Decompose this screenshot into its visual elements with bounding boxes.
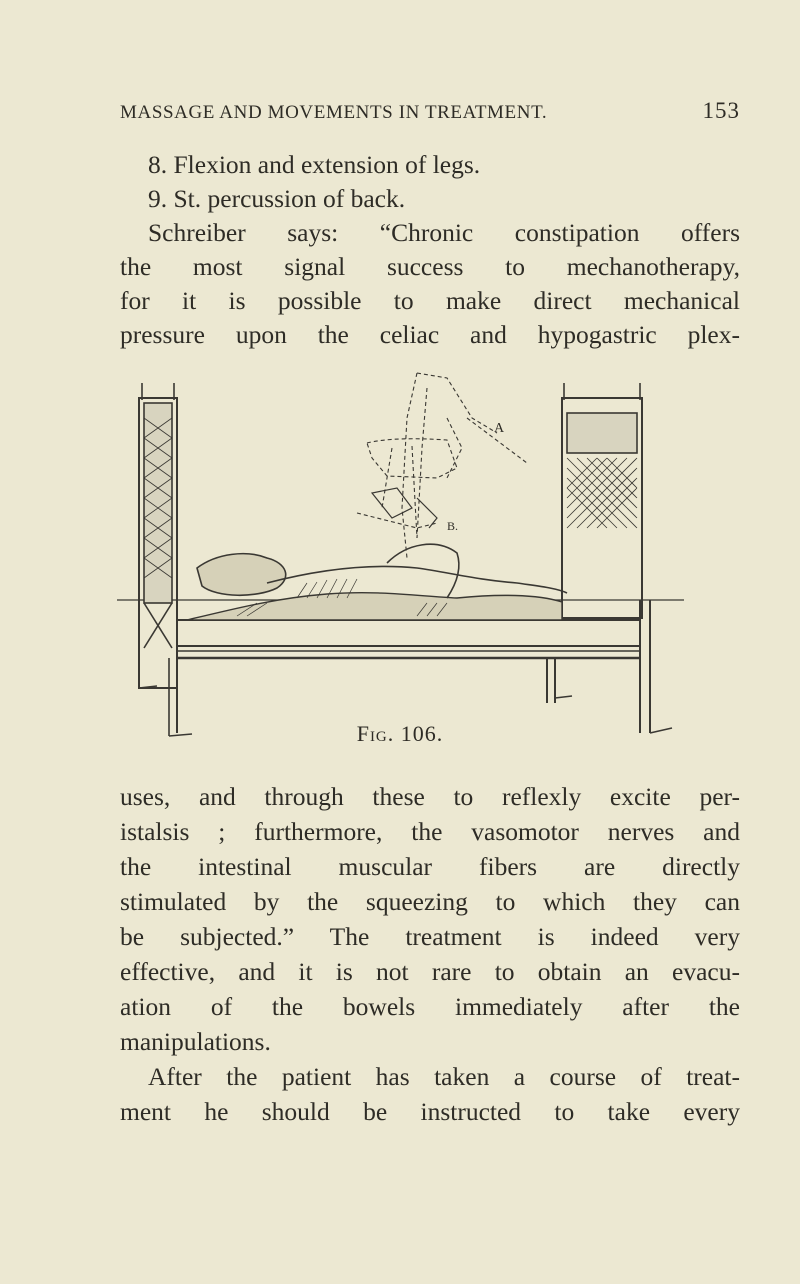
figure-caption (0, 721, 800, 747)
text-line: istalsis ; furthermore, the vasomotor nerves and (120, 817, 740, 846)
text-line: uses, and through these to reflexly excite per- (120, 782, 740, 811)
running-header (120, 98, 740, 124)
text-line: 9. St. percussion of back. (148, 184, 406, 213)
caption-text: Fig. 106. (356, 721, 444, 746)
text-line: Schreiber says: “Chronic constipation offers (148, 218, 740, 247)
text-line: be subjected.” The treatment is indeed very (120, 922, 740, 951)
text-line: 8. Flexion and extension of legs. (148, 150, 481, 179)
text-line: manipulations. (120, 1027, 271, 1056)
text-line: effective, and it is not rare to obtain an evacu- (120, 957, 740, 986)
figure-label-b: B. (447, 519, 459, 533)
figure-illustration (117, 358, 684, 743)
figure-label-a: A (494, 421, 505, 436)
text-line: ation of the bowels immediately after the (120, 992, 740, 1021)
text-line: pressure upon the celiac and hypogastric plex- (120, 320, 740, 349)
text-line: the intestinal muscular fibers are directly (120, 852, 740, 881)
text-line: ment he should be instructed to take every (120, 1097, 740, 1126)
running-title: MASSAGE AND MOVEMENTS IN TREATMENT. (120, 102, 548, 123)
text-line: After the patient has taken a course of treat- (148, 1062, 740, 1091)
text-line: stimulated by the squeezing to which they can (120, 887, 740, 916)
text-line: the most signal success to mechanotherapy, (120, 252, 740, 281)
text-line: for it is possible to make direct mechanical (120, 286, 740, 315)
page-number: 153 (702, 98, 740, 123)
